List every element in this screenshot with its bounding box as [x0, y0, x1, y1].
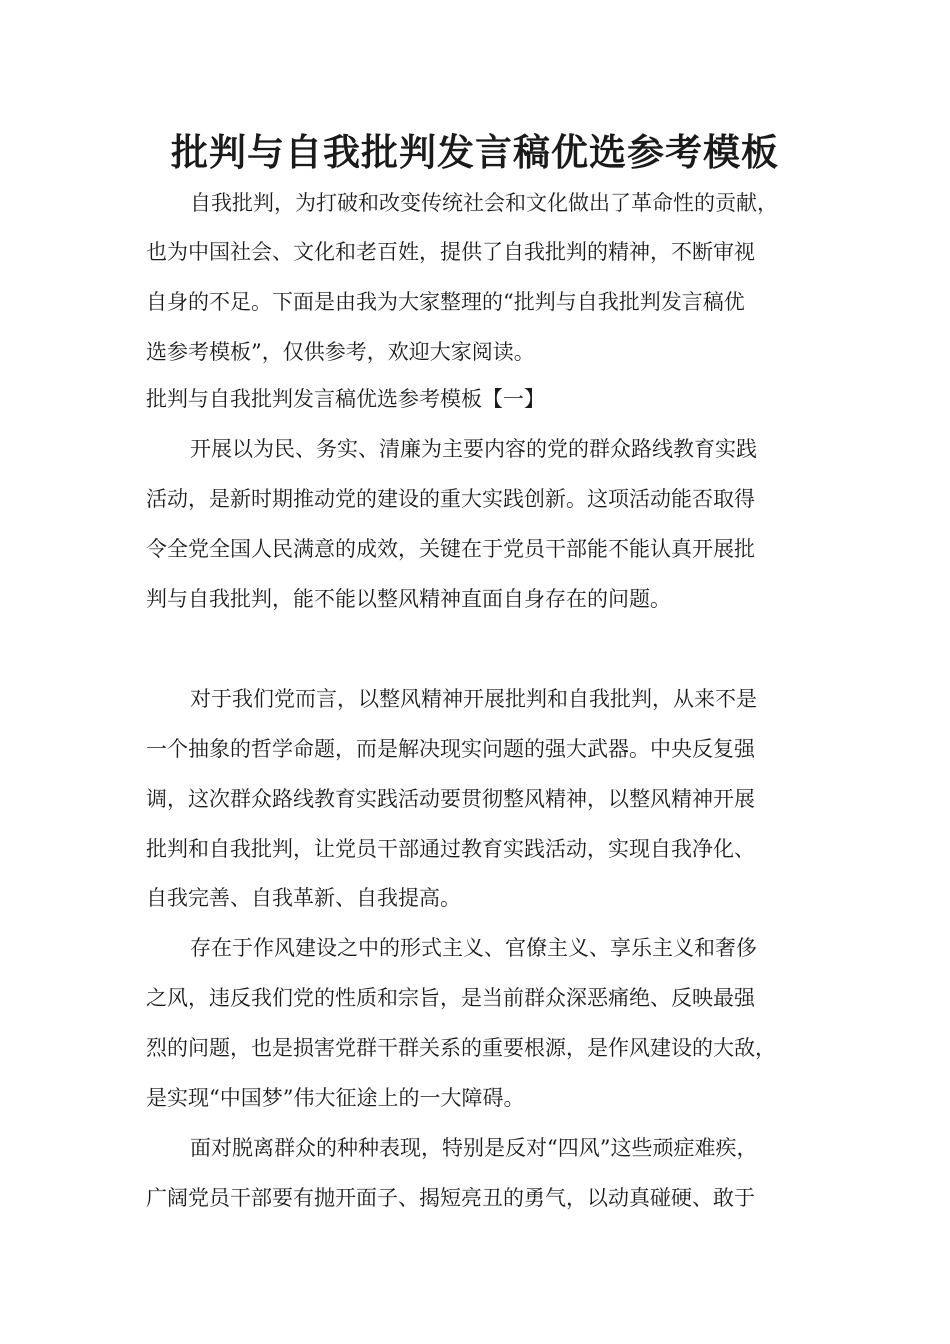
paragraph-4-line-1: 面对脱离群众的种种表现，特别是反对“四风”这些顽症难疾，	[190, 1136, 758, 1160]
paragraph-2-line-5: 自我完善、自我革新、自我提高。	[146, 886, 461, 910]
paragraph-4-line-2: 广阔党员干部要有抛开面子、揭短亮丑的勇气，以动真碰硬、敢于	[146, 1186, 755, 1210]
paragraph-1-line-3: 令全党全国人民满意的成效，关键在于党员干部能不能认真开展批	[146, 537, 755, 561]
paragraph-3-line-2: 之风，违反我们党的性质和宗旨，是当前群众深恶痛绝、反映最强	[146, 986, 755, 1010]
intro-line-4: 选参考模板”，仅供参考，欢迎大家阅读。	[146, 340, 535, 364]
paragraph-3-line-4: 是实现“中国梦”伟大征途上的一大障碍。	[146, 1086, 525, 1110]
intro-line-2: 也为中国社会、文化和老百姓，提供了自我批判的精神，不断审视	[146, 240, 755, 264]
paragraph-3-line-1: 存在于作风建设之中的形式主义、官僚主义、享乐主义和奢侈	[190, 936, 757, 960]
paragraph-3-line-3: 烈的问题，也是损害党群干群关系的重要根源，是作风建设的大敌，	[146, 1036, 776, 1060]
paragraph-2-line-1: 对于我们党而言，以整风精神开展批判和自我批判，从来不是	[190, 687, 757, 711]
intro-line-3: 自身的不足。下面是由我为大家整理的“批判与自我批判发言稿优	[146, 290, 745, 314]
paragraph-1-line-1: 开展以为民、务实、清廉为主要内容的党的群众路线教育实践	[190, 437, 757, 461]
paragraph-1-line-2: 活动，是新时期推动党的建设的重大实践创新。这项活动能否取得	[146, 487, 755, 511]
section-heading: 批判与自我批判发言稿优选参考模板【一】	[146, 387, 545, 411]
paragraph-2-line-3: 调，这次群众路线教育实践活动要贯彻整风精神，以整风精神开展	[146, 787, 755, 811]
document-title: 批判与自我批判发言稿优选参考模板	[171, 131, 779, 174]
paragraph-2-line-2: 一个抽象的哲学命题，而是解决现实问题的强大武器。中央反复强	[146, 737, 755, 761]
intro-line-1: 自我批判，为打破和改变传统社会和文化做出了革命性的贡献，	[190, 191, 778, 215]
paragraph-1-line-4: 判与自我批判，能不能以整风精神直面自身存在的问题。	[146, 587, 671, 611]
paragraph-2-line-4: 批判和自我批判，让党员干部通过教育实践活动，实现自我净化、	[146, 837, 755, 861]
